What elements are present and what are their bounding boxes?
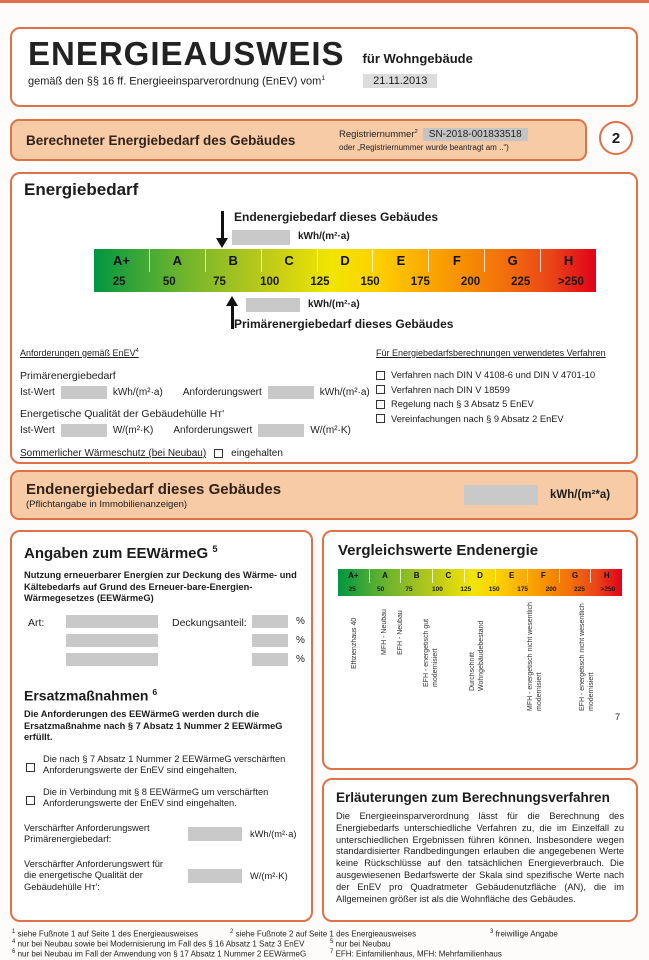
section-band-berechneter-energiebedarf [10, 119, 587, 161]
page-top-rule [0, 0, 649, 3]
endenergiebedarf-band [10, 470, 638, 520]
endenergiebedarf-value-field[interactable] [232, 230, 290, 245]
footnote-marker: 4 [135, 348, 139, 354]
ersatz-checkbox[interactable] [26, 763, 35, 772]
deckungsanteil-field[interactable] [252, 653, 288, 666]
endenergiebedarf-band-subtitle: (Pflichtangabe in Immobilienanzeigen) [26, 498, 188, 510]
footnote: $^5$ nur bei Neubau [330, 939, 391, 949]
verfahren-option [376, 385, 628, 395]
footnote-marker: 2 [414, 128, 418, 135]
vergleichswerte-section [322, 530, 638, 770]
ersatz-option [24, 787, 299, 810]
scale-letter: E [373, 249, 429, 272]
comparison-label: EFH - Neubau [397, 610, 404, 655]
scale-letter: D [465, 569, 497, 583]
scale-letter: A [370, 569, 402, 583]
scale-letter: G [560, 569, 592, 583]
energiebedarf-title: Energiebedarf [24, 180, 139, 199]
comparison-scale-letters [338, 569, 622, 583]
verfahren-option-label: Verfahren nach DIN V 4108-6 und DIN V 4701-10 [391, 370, 596, 380]
footnote: $^6$ nur bei Neubau im Fall der Anwendung von § 17 Absatz 1 Nummer 2 EEWärmeG [12, 949, 307, 959]
footnote-marker: 7 [614, 712, 620, 722]
erlaeuterungen-section [322, 778, 638, 922]
scale-number: >250 [600, 585, 616, 593]
scale-number: 200 [460, 275, 481, 288]
anforderungswert-label: Anforderungswert [173, 425, 253, 436]
percent-label: % [296, 634, 305, 646]
comparison-labels [334, 599, 626, 751]
gebaeudehuelle-row-label: Energetische Qualität der Gebäudehülle Hᴛ' [20, 408, 225, 420]
deckungsanteil-field[interactable] [252, 634, 288, 647]
art-field[interactable] [66, 653, 158, 666]
scale-letter: B [206, 249, 262, 272]
verschaerfter-anforderungswert-field[interactable] [188, 869, 242, 883]
endenergiebedarf-band-unit: kWh/(m²*a) [550, 489, 611, 501]
footnote-line [12, 949, 640, 959]
scale-number: 50 [376, 585, 385, 593]
verfahren-checkbox[interactable] [376, 414, 385, 423]
ist-wert-label: Ist-Wert [20, 387, 55, 398]
erlaeuterungen-title: Erläuterungen zum Berechnungsverfahren [336, 790, 610, 805]
primaerenergiebedarf-value-field[interactable] [246, 298, 300, 312]
down-arrow-icon [216, 211, 228, 248]
header-title-row [28, 35, 620, 73]
unit-label: kWh/(m²·a) [250, 829, 297, 840]
eewaermeg-title: Angaben zum EEWärmeG $^5$ [24, 544, 218, 562]
comparison-label: Effizienzhaus 40 [351, 617, 358, 669]
verfahren-option [376, 399, 628, 409]
scale-letter: G [485, 249, 541, 272]
scale-letter: E [496, 569, 528, 583]
art-label: Art: [28, 616, 45, 629]
scale-number: 100 [431, 585, 443, 593]
deckungsanteil-label: Deckungsanteil: [172, 616, 247, 629]
scale-number: 50 [162, 275, 176, 288]
scale-number: 200 [545, 585, 557, 593]
footnote-marker: 1 [321, 74, 326, 82]
erlaeuterungen-text: Die Energieeinsparverordnung lässt für die Berechnung des Energiebedarfs unterschiedliche Verfahren zu, die im Einzelfall zu unterschiedlichen Ergebnissen führen können. Insbesondere wegen standardisierter Randbedingungen erlauben die angegebenen Werte keine Rückschlüsse auf den tatsächlichen Energieverbrauch. Die ausgewiesenen Bedarfswerte der Skala sind spezifische Werte nach der EnEV pro Quadratmeter Gebäudenutzfläche (AN), die im Allgemeinen größer ist als die Wohnfläche des Gebäudes. [336, 811, 624, 904]
ist-wert-label: Ist-Wert [20, 425, 55, 436]
page-number: 2 [611, 129, 621, 147]
scale-letter: A+ [94, 249, 150, 272]
anforderungswert-field[interactable] [258, 424, 304, 437]
ersatz-option-label: Die nach § 7 Absatz 1 Nummer 2 EEWärmeG verschärften Anforderungswerte der EnEV sind eingehalten. [43, 753, 286, 776]
scale-number: 150 [360, 275, 380, 288]
footnotes [12, 929, 640, 959]
unit-label: kWh/(m²·a) [112, 387, 163, 398]
verfahren-checkbox-list [376, 370, 628, 428]
registration-number-value: SN-2018-001833518 [423, 128, 528, 141]
issue-date-value: 21.11.2013 [363, 74, 437, 88]
footnote: $^2$ siehe Fußnote 2 auf Seite 1 des Energieausweises [230, 929, 417, 939]
footnote: $^4$ nur bei Neubau sowie bei Modernisierung im Fall des § 16 Absatz 1 Satz 3 EnEV [12, 939, 305, 949]
eewaermeg-section [10, 530, 313, 922]
verfahren-option-label: Verfahren nach DIN V 18599 [391, 384, 510, 395]
header-law-row [28, 74, 620, 88]
percent-label: % [296, 653, 305, 665]
footnote: $^1$ siehe Fußnote 1 auf Seite 1 des Energieausweises [12, 929, 199, 939]
vergleichswerte-title: Vergleichswerte Endenergie [338, 542, 539, 559]
scale-number: 75 [405, 585, 413, 593]
comparison-label: Durchschnitt Wohngebäudebestand [469, 620, 485, 691]
sommerlicher-waermeschutz-label: Sommerlicher Wärmeschutz (bei Neubau) [20, 448, 207, 459]
energiebedarf-section [10, 172, 638, 464]
scale-letter: A [150, 249, 206, 272]
art-field[interactable] [66, 634, 158, 647]
deckungsanteil-field[interactable] [252, 615, 288, 628]
comparison-scale-numbers [338, 583, 622, 596]
scale-number: 175 [517, 585, 529, 593]
comparison-label: MFH - Neubau [381, 609, 388, 655]
eingehalten-label: eingehalten [231, 448, 283, 459]
primaerenergiebedarf-unit: kWh/(m²·a) [308, 299, 360, 310]
scale-number: 225 [511, 275, 531, 288]
scale-letter: C [433, 569, 465, 583]
footnote: $^3$ freiwillige Angabe [490, 929, 558, 939]
page-subtitle: für Wohngebäude [362, 51, 473, 66]
verfahren-heading: Für Energiebedarfsberechnungen verwendetes Verfahren [376, 348, 606, 358]
ersatzmassnahmen-intro: Die Anforderungen des EEWärmeG werden durch die Ersatzmaßnahme nach § 7 Absatz 1 Nummer 2 EEWärmeG erfüllt. [24, 709, 283, 743]
gebaeudehuelle-values-row [20, 424, 351, 437]
eingehalten-checkbox[interactable] [214, 449, 223, 458]
registration-label: Registriernummer$^2$ [339, 128, 418, 141]
unit-label: W/(m²·K) [310, 425, 351, 436]
primaerenergiebedarf-values-row [20, 386, 370, 399]
scale-letter: A+ [338, 569, 370, 583]
verfahren-option [376, 370, 628, 380]
ist-wert-field[interactable] [61, 386, 107, 399]
verfahren-checkbox[interactable] [376, 385, 385, 394]
art-deckungsanteil-block [24, 615, 305, 677]
energy-scale-numbers [94, 272, 596, 292]
scale-number: 25 [112, 275, 126, 288]
comparison-label: EFH - energetisch gut modernisiert [423, 618, 439, 687]
unit-label: W/(m²·K) [250, 870, 288, 881]
scale-letter: H [563, 252, 574, 268]
anforderungswert-label: Anforderungswert [182, 387, 262, 398]
page-title: ENERGIEAUSWEIS [28, 35, 345, 72]
ersatz-option [24, 754, 299, 777]
verfahren-checkbox[interactable] [376, 371, 385, 380]
footnote: $^7$ EFH: Einfamilienhaus, MFH: Mehrfamilienhaus [330, 949, 502, 959]
header-box [10, 27, 638, 107]
footnote-line [12, 929, 640, 939]
unit-label: W/(m²·K) [112, 425, 154, 436]
section-band-title: Berechneter Energiebedarf des Gebäudes [26, 132, 296, 148]
verschaerfter-anforderungswert-field[interactable] [188, 827, 242, 841]
verschaerfter-anforderungswert-label: Verschärfter Anforderungswert für die energetische Qualität der Gebäudehülle Hᴛ': [24, 858, 164, 892]
scale-number: 150 [488, 585, 500, 593]
comparison-label: MFH - energetisch nicht wesentlich modernisiert [527, 602, 543, 711]
scale-number: 25 [348, 585, 356, 593]
scale-number: 175 [410, 275, 430, 288]
verfahren-option-label: Vereinfachungen nach § 9 Absatz 2 EnEV [391, 413, 564, 424]
scale-number: 225 [574, 585, 585, 593]
scale-letter: D [318, 249, 374, 272]
scale-letter: B [401, 569, 433, 583]
footnote-marker: 6 [152, 686, 158, 697]
comparison-energy-scale [338, 569, 622, 596]
unit-label: kWh/(m²·a) [319, 387, 370, 398]
anforderungen-heading: Anforderungen gemäß EnEV$^4$ [20, 348, 139, 358]
endenergiebedarf-band-title: Endenergiebedarf dieses Gebäudes [26, 480, 282, 498]
scale-number: 100 [260, 275, 280, 288]
endenergiebedarf-band-value-field[interactable] [464, 485, 538, 505]
page-number-badge [599, 121, 633, 155]
scale-number: >250 [557, 275, 584, 288]
verfahren-option-label: Regelung nach § 3 Absatz 5 EnEV [391, 399, 534, 409]
verschaerfter-anforderungswert-row [24, 859, 299, 894]
verfahren-checkbox[interactable] [376, 400, 385, 409]
sommerlicher-waermeschutz-row [20, 448, 283, 459]
ersatz-option-label: Die in Verbindung mit § 8 EEWärmeG um verschärften Anforderungswerte der EnEV sind eingehalten. [43, 786, 269, 809]
endenergiebedarf-arrow-label: Endenergiebedarf dieses Gebäudes [234, 210, 439, 224]
ersatz-checkbox[interactable] [26, 796, 35, 805]
verschaerfter-anforderungswert-row [24, 823, 299, 846]
scale-number: 75 [213, 275, 226, 288]
footnote-line [12, 939, 640, 949]
endenergiebedarf-band-text [26, 481, 464, 510]
registration-row [339, 128, 571, 141]
percent-label: % [296, 615, 305, 627]
verschaerfter-anforderungswert-label: Verschärfter Anforderungswert Primärenergiebedarf: [24, 822, 150, 845]
ersatzmassnahmen-title: Ersatzmaßnahmen $^6$ [24, 686, 158, 704]
art-field[interactable] [66, 615, 158, 628]
primaerenergiebedarf-row-label: Primärenergiebedarf [20, 370, 116, 382]
registration-note: oder „Registriernummer wurde beantragt am ..“) [339, 143, 509, 152]
energy-scale-letters [94, 249, 596, 272]
eewaermeg-intro: Nutzung erneuerbarer Energien zur Deckung des Wärme- und Kältebedarfs auf Grund des Erneuer-bare-Energien-Wärmegesetzes (EEWärmeG) [24, 570, 297, 603]
primaerenergiebedarf-arrow-label: Primärenergiebedarf dieses Gebäudes [234, 317, 454, 331]
verfahren-option [376, 414, 628, 424]
scale-letter: F [528, 569, 560, 583]
law-reference: gemäß den §§ 16 ff. Energieeinsparverordnung (EnEV) vom$^1$ [28, 74, 326, 88]
comparison-label: EFH - energetisch nicht wesentlich modernisiert [579, 603, 595, 711]
registration-block [339, 128, 571, 152]
energy-scale [94, 249, 596, 292]
scale-number: 125 [460, 585, 472, 593]
anforderungswert-field[interactable] [268, 386, 314, 399]
scale-letter: H [603, 571, 610, 581]
footnote-marker: 5 [212, 544, 218, 554]
scale-letter: F [429, 249, 485, 272]
scale-letter: C [262, 249, 318, 272]
ist-wert-field[interactable] [61, 424, 107, 437]
endenergiebedarf-unit: kWh/(m²·a) [298, 231, 350, 242]
scale-number: 125 [310, 275, 330, 288]
